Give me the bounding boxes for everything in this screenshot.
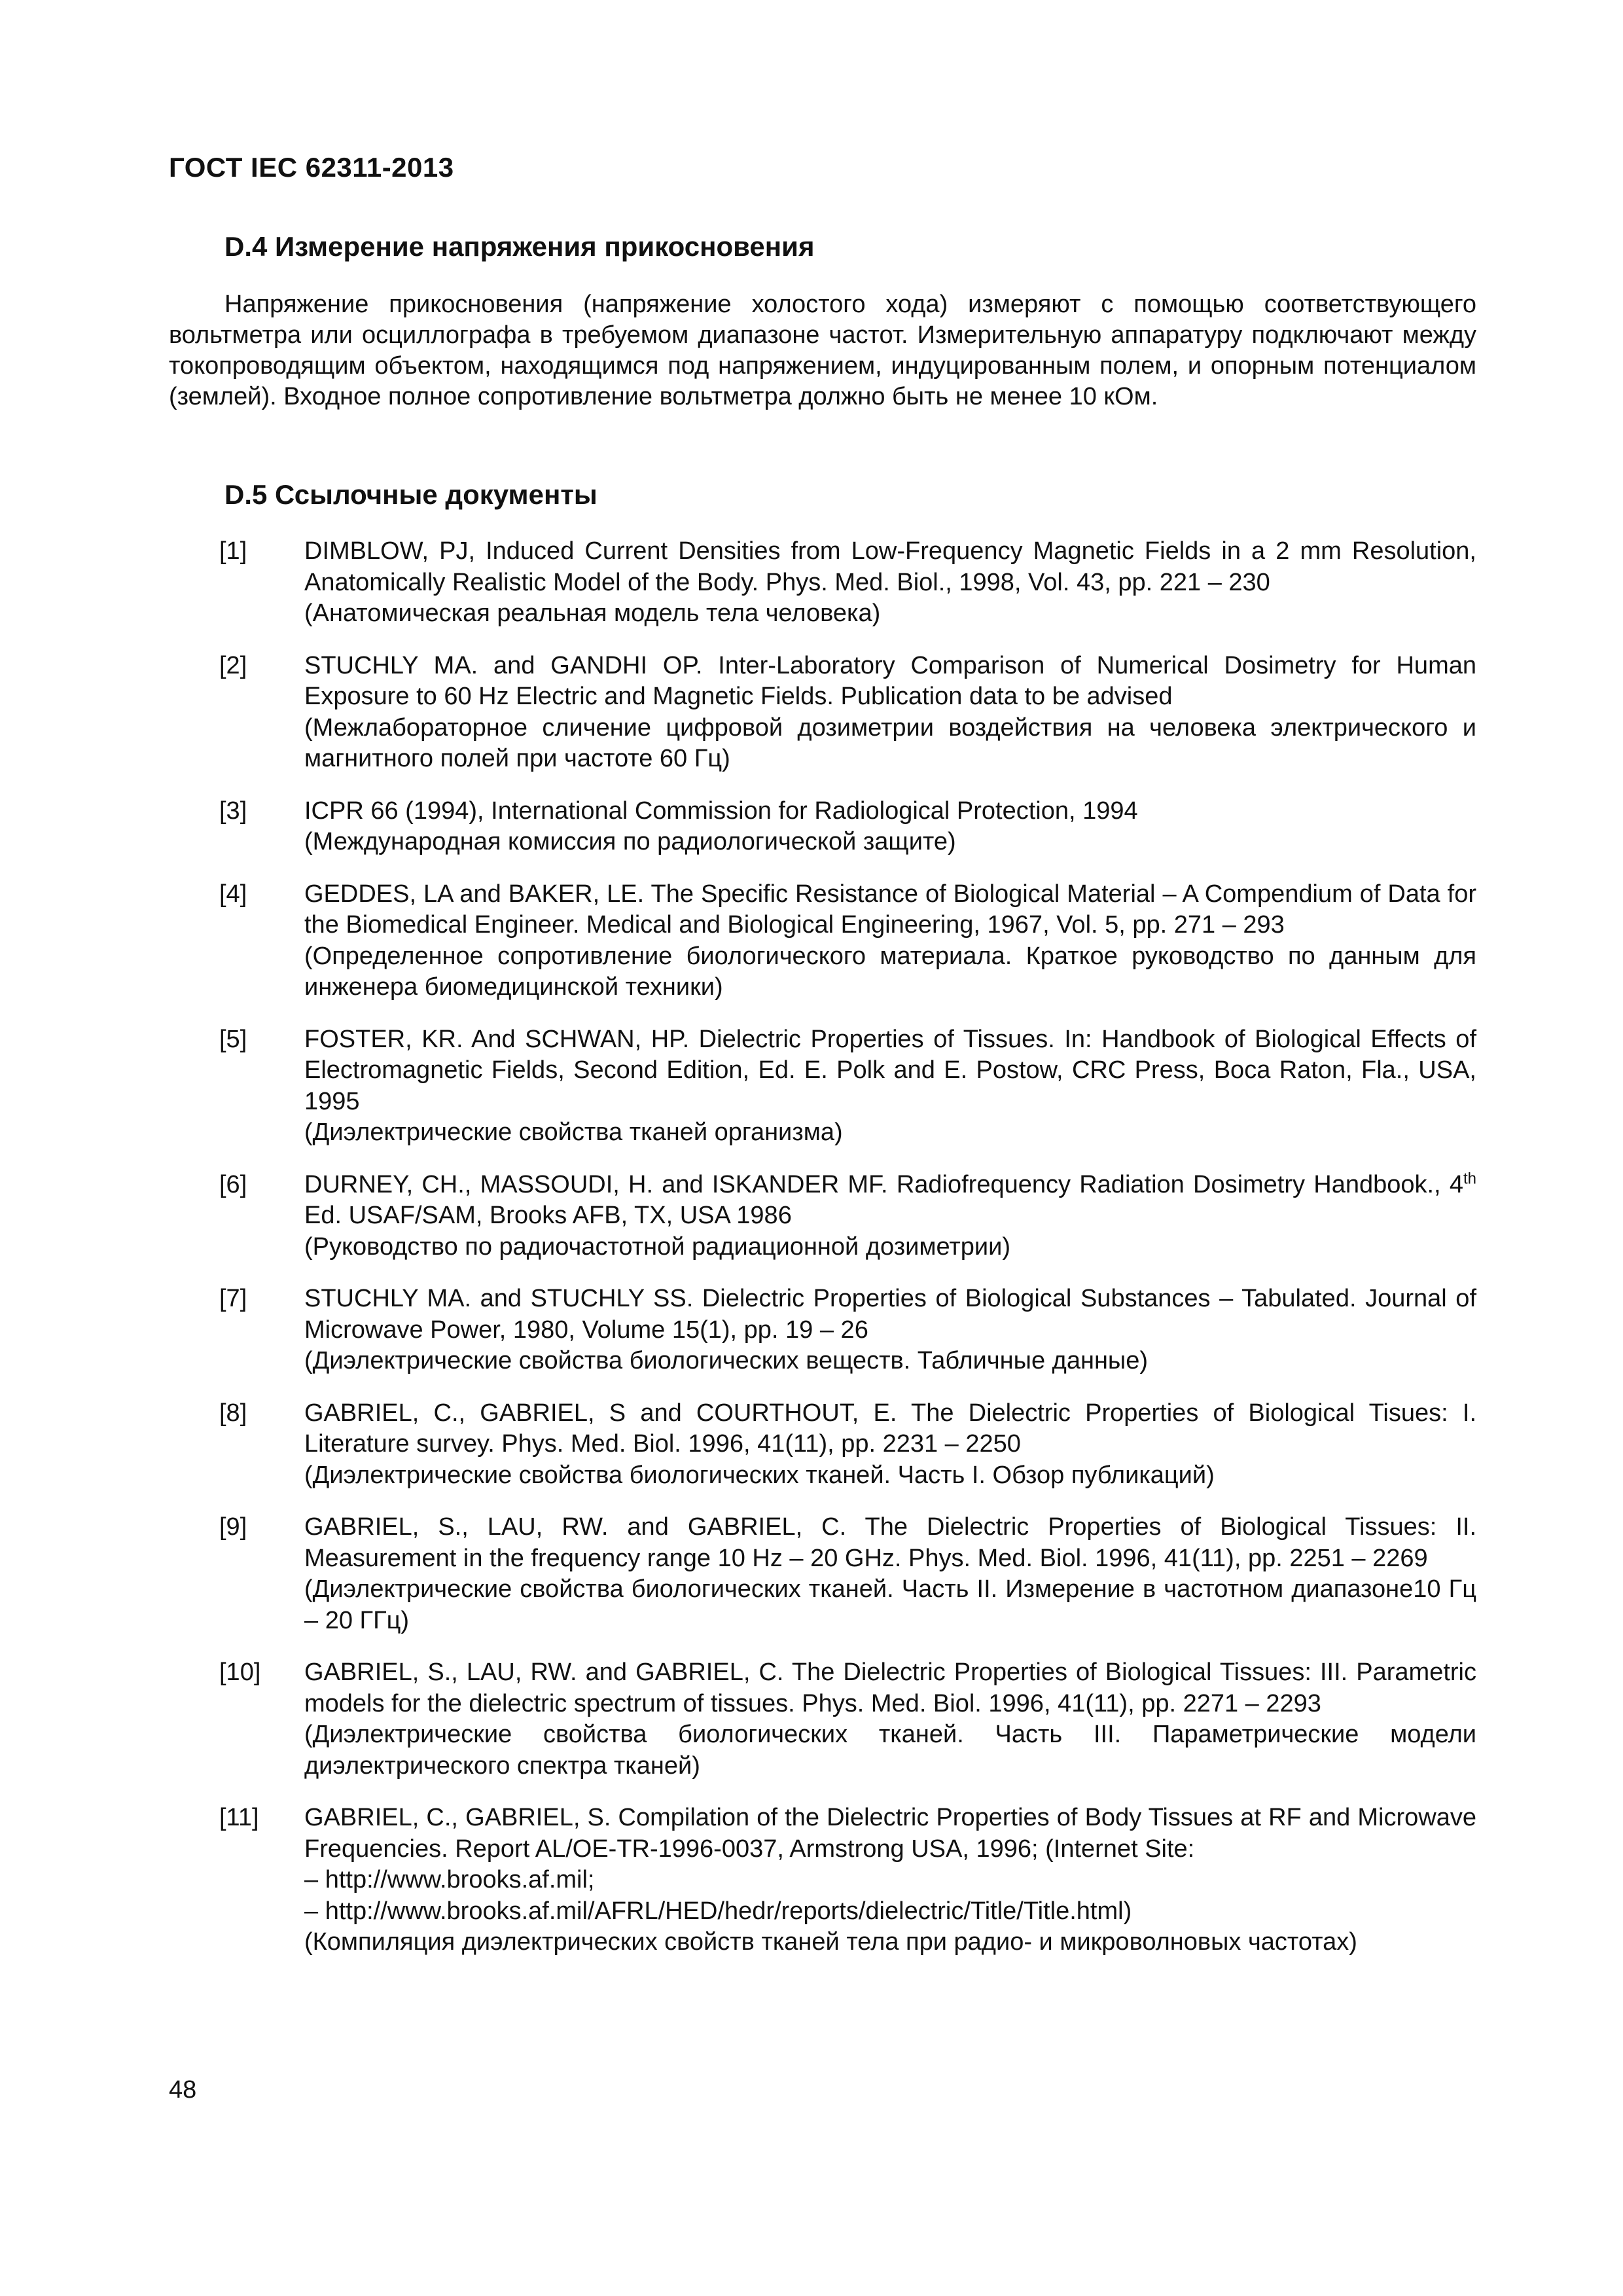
reference-translation: (Определенное сопротивление биологического материала. Краткое руководство по данным для инженера биомедицинской техники) [304,942,1476,1001]
reference-translation: (Диэлектрические свойства биологических тканей. Часть II. Измерение в частотном диапазоне10 Гц – 20 ГГц) [304,1575,1476,1634]
reference-item [0,1803,1623,1958]
reference-citation [304,1170,1476,1232]
reference-body [304,1512,1476,1636]
reference-number: [7] [219,1285,247,1312]
reference-citation: GABRIEL, S., LAU, RW. and GABRIEL, C. The Dielectric Properties of Biological Tissues: II. Measurement in the frequency range 10 Hz – 20 GHz. Phys. Med. Biol. 1996, 41(11), pp. 2251 – 2269 [304,1513,1476,1572]
reference-item [0,536,1623,630]
reference-body [304,796,1476,858]
reference-number: [8] [219,1399,247,1427]
citation-text-after: Ed. USAF/SAM, Brooks AFB, TX, USA 1986 [304,1202,792,1229]
reference-body [304,1657,1476,1782]
section-d4-paragraph [169,289,1476,412]
reference-translation: (Диэлектрические свойства тканей организма) [304,1119,843,1146]
reference-translation: (Диэлектрические свойства биологических веществ. Табличные данные) [304,1347,1149,1374]
reference-citation: GEDDES, LA and BAKER, LE. The Specific Resistance of Biological Material – A Compendium of Data for the Biomedical Engineer. Medical and Biological Engineering, 1967, Vol. 5, pp. 271 – 293 [304,880,1476,939]
reference-item [0,1657,1623,1782]
section-title-d5: D.5 Ссылочные документы [224,479,597,510]
reference-url-link[interactable]: – http://www.brooks.af.mil/AFRL/HED/hedr/reports/dielectric/Title/Title.html) [304,1897,1132,1925]
reference-item [0,1170,1623,1263]
reference-translation: (Компиляция диэлектрических свойств тканей тела при радио- и микроволновых частотах) [304,1928,1357,1956]
reference-item [0,651,1623,775]
reference-citation: GABRIEL, C., GABRIEL, S and COURTHOUT, E. The Dielectric Properties of Biological Tisues: I. Literature survey. Phys. Med. Biol. 1996, 41(11), pp. 2231 – 2250 [304,1399,1476,1458]
section-title-d4: D.4 Измерение напряжения прикосновения [224,231,815,262]
reference-citation: STUCHLY MA. and GANDHI OP. Inter-Laboratory Comparison of Numerical Dosimetry for Human Exposure to 60 Hz Electric and Magnetic Fields. Publication data to be advised [304,651,1476,710]
reference-body [304,879,1476,1003]
reference-number: [11] [219,1804,259,1831]
reference-body [304,536,1476,630]
reference-body [304,651,1476,775]
reference-citation: GABRIEL, C., GABRIEL, S. Compilation of the Dielectric Properties of Body Tissues at RF and Microwave Frequencies. Report AL/OE-TR-1996-0037, Armstrong USA, 1996; (Internet Site: [304,1804,1476,1863]
reference-citation: DIMBLOW, PJ, Induced Current Densities from Low-Frequency Magnetic Fields in a 2 mm Resolution, Anatomically Realistic Model of the Body. Phys. Med. Biol., 1998, Vol. 43, pp. 221 – 230 [304,537,1476,596]
reference-number: [10] [219,1659,261,1686]
reference-number: [6] [219,1170,247,1198]
reference-number: [3] [219,797,247,825]
reference-item [0,1283,1623,1377]
reference-list [0,536,1623,1979]
reference-citation: STUCHLY MA. and STUCHLY SS. Dielectric Properties of Biological Substances – Tabulated. Journal of Microwave Power, 1980, Volume 15(1), pp. 19 – 26 [304,1285,1476,1344]
reference-body [304,1283,1476,1377]
reference-body [304,1803,1476,1958]
reference-url-link[interactable]: – http://www.brooks.af.mil; [304,1866,595,1893]
reference-body [304,1170,1476,1263]
paragraph-text: Напряжение прикосновения (напряжение холостого хода) измеряют с помощью соответствующего вольтметра или осциллографа в требуемом диапазоне частот. Измерительную аппаратуру подключают между токопроводящим объектом, находящимся под напряжением, индуцированным полем, и опорным потенциалом (землей). Входное полное сопротивление вольтметра должно быть не менее 10 кОм. [169,291,1476,410]
reference-item [0,1512,1623,1636]
reference-number: [1] [219,537,247,565]
reference-translation: (Диэлектрические свойства биологических тканей. Часть III. Параметрические модели диэлектрического спектра тканей) [304,1721,1476,1780]
page-number: 48 [169,2076,197,2104]
reference-citation: ICPR 66 (1994), International Commission for Radiological Protection, 1994 [304,797,1138,825]
document-header: ГОСТ IEC 62311-2013 [169,152,454,183]
reference-translation: (Анатомическая реальная модель тела человека) [304,600,881,627]
reference-number: [5] [219,1025,247,1053]
reference-translation: (Руководство по радиочастотной радиационной дозиметрии) [304,1232,1011,1261]
reference-translation: (Диэлектрические свойства биологических тканей. Часть I. Обзор публикаций) [304,1461,1215,1489]
reference-translation: (Межлабораторное сличение цифровой дозиметрии воздействия на человека электрического и магнитного полей при частоте 60 Гц) [304,713,1476,772]
citation-text-before: DURNEY, CH., MASSOUDI, H. and ISKANDER MF. Radiofrequency Radiation Dosimetry Handbook., 4 [304,1170,1463,1198]
reference-number: [9] [219,1513,247,1541]
reference-item [0,879,1623,1003]
reference-item [0,796,1623,858]
reference-item [0,1398,1623,1492]
reference-citation: FOSTER, KR. And SCHWAN, HP. Dielectric Properties of Tissues. In: Handbook of Biological Effects of Electromagnetic Fields, Second Edition, Ed. E. Polk and E. Postow, CRC Press, Boca Raton, Fla., USA, 1995 [304,1025,1476,1115]
reference-number: [4] [219,880,247,908]
reference-body [304,1398,1476,1492]
reference-citation: GABRIEL, S., LAU, RW. and GABRIEL, C. The Dielectric Properties of Biological Tissues: III. Parametric models for the dielectric spectrum of tissues. Phys. Med. Biol. 1996, 41(11), pp. 2271 – 2293 [304,1659,1476,1717]
reference-body [304,1024,1476,1149]
reference-translation: (Международная комиссия по радиологической защите) [304,828,956,855]
superscript-ordinal: th [1463,1169,1476,1187]
reference-item [0,1024,1623,1149]
reference-number: [2] [219,651,247,679]
